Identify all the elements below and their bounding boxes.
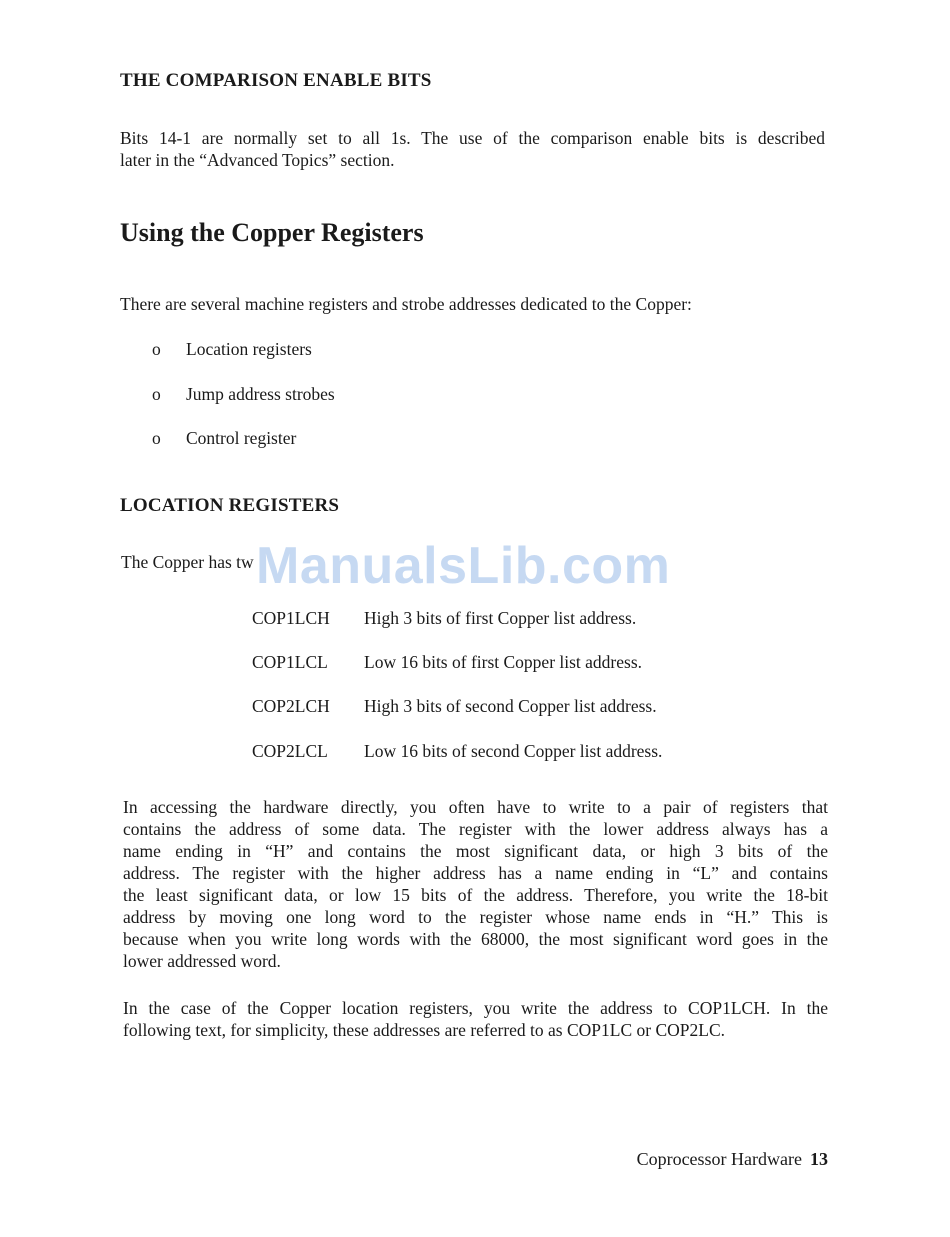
paragraph-accessing-hardware <box>123 796 828 972</box>
section-heading-location-registers: LOCATION REGISTERS <box>120 495 340 516</box>
bullet-mark: o <box>152 339 161 359</box>
paragraph-line: the least significant data, or low 15 bits of the address. Therefore, you write the 18-bit <box>123 885 828 905</box>
register-name: COP2LCH <box>252 696 330 716</box>
intro-using-copper: There are several machine registers and strobe addresses dedicated to the Copper: <box>120 294 692 314</box>
register-row <box>0 740 950 762</box>
section-heading-comparison: THE COMPARISON ENABLE BITS <box>120 70 432 91</box>
footer-title: Coprocessor Hardware <box>636 1149 802 1169</box>
paragraph-line: later in the “Advanced Topics” section. <box>120 150 395 170</box>
list-item-text: Control register <box>186 428 297 448</box>
page-number: 13 <box>810 1149 828 1169</box>
list-item-text: Jump address strobes <box>186 384 335 404</box>
paragraph-line: Bits 14-1 are normally set to all 1s. The use of the comparison enable bits is described <box>120 128 825 148</box>
section-title-using-copper: Using the Copper Registers <box>120 218 424 247</box>
paragraph-line: address. The register with the higher address has a name ending in “L” and contains <box>123 863 828 883</box>
paragraph-line: In the case of the Copper location registers, you write the address to COP1LCH. In the <box>123 998 828 1018</box>
paragraph-line: contains the address of some data. The register with the lower address always has a <box>123 819 828 839</box>
register-name: COP2LCL <box>252 741 328 761</box>
page-footer <box>637 1149 828 1170</box>
register-name: COP1LCH <box>252 608 330 628</box>
register-row <box>0 651 950 673</box>
list-item <box>0 338 950 360</box>
paragraph-line: following text, for simplicity, these addresses are referred to as COP1LC or COP2LC. <box>123 1020 726 1040</box>
register-description: Low 16 bits of second Copper list address. <box>364 741 663 761</box>
list-item <box>0 427 950 449</box>
paragraph-copper-location <box>123 997 828 1041</box>
register-description: High 3 bits of second Copper list address. <box>364 696 657 716</box>
paragraph-line: lower addressed word. <box>123 951 281 971</box>
bullet-mark: o <box>152 428 161 448</box>
register-name: COP1LCL <box>252 652 328 672</box>
intro-location-registers: The Copper has tw <box>121 552 254 572</box>
paragraph-line: because when you write long words with the 68000, the most significant word goes in the <box>123 929 828 949</box>
paragraph-comparison <box>120 127 825 171</box>
register-row <box>0 695 950 717</box>
register-row <box>0 607 950 629</box>
list-item <box>0 383 950 405</box>
paragraph-line: name ending in “H” and contains the most significant data, or high 3 bits of the <box>123 841 828 861</box>
register-description: Low 16 bits of first Copper list address. <box>364 652 643 672</box>
list-item-text: Location registers <box>186 339 312 359</box>
paragraph-line: In accessing the hardware directly, you often have to write to a pair of registers that <box>123 797 828 817</box>
watermark: ManualsLib.com <box>256 537 671 595</box>
register-description: High 3 bits of first Copper list address. <box>364 608 637 628</box>
paragraph-line: address by moving one long word to the register whose name ends in “H.” This is <box>123 907 828 927</box>
bullet-mark: o <box>152 384 161 404</box>
